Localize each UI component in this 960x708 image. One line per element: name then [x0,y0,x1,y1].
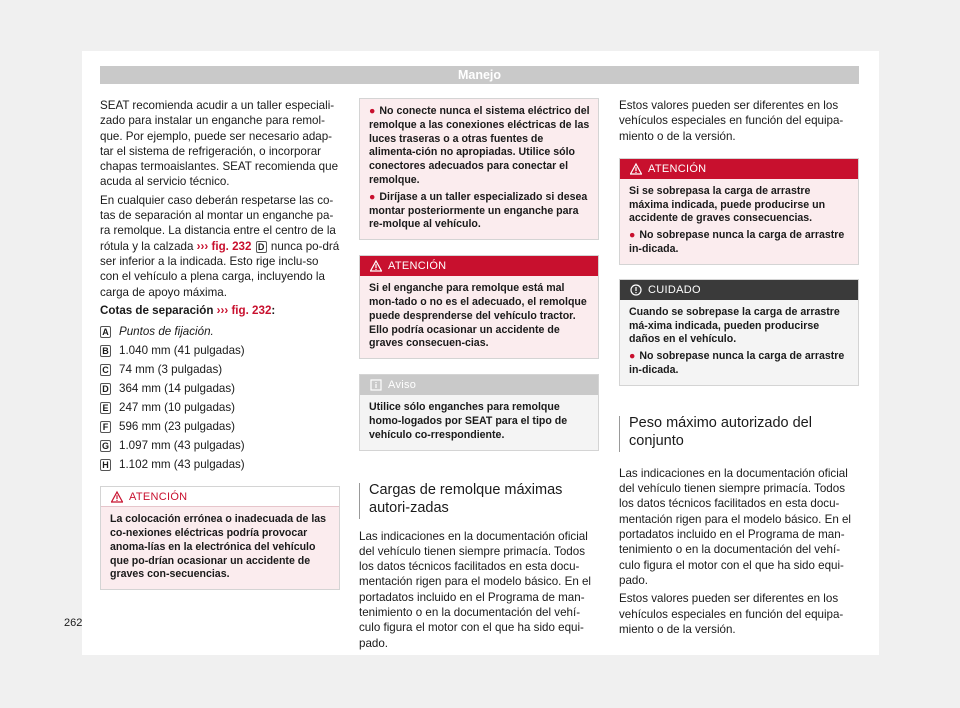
reference-marker: D [100,383,111,395]
paragraph: Estos valores pueden ser diferentes en los vehículos especiales en función del equipa-miento o de la versión. [619,99,844,143]
reference-marker: B [100,345,111,357]
bullet-item: ● Diríjase a un taller especializado si desea montar posteriormente un enganche para re-molque al vehículo. [369,190,588,231]
list-item: D 364 mm (14 pulgadas) [100,379,340,398]
column-1 [100,98,340,590]
column-3 [619,98,859,640]
page-number: 262 [64,617,83,629]
reference-marker: A [100,326,111,338]
section-heading: Cargas de remolque máximas autori-zadas [359,481,599,517]
warning-box [359,255,599,359]
list-item: F 596 mm (23 pulgadas) [100,417,340,436]
cotas-label: Cotas de separación ››› fig. 232: [100,303,276,317]
warning-box [100,486,340,590]
cross-reference-link[interactable]: ››› fig. 232 [196,239,255,253]
list-item: C 74 mm (3 pulgadas) [100,360,340,379]
list-item: G 1.097 mm (43 pulgadas) [101,439,245,452]
bullet-item: Si se sobrepasa la carga de arrastre máxima indicada, puede producirse un accidente de graves consecuencias. [629,184,826,225]
reference-marker: G [101,440,109,451]
reference-marker: D [256,241,267,253]
page-header: Manejo [100,66,859,84]
bullet-item: ● No sobrepase nunca la carga de arrastre in-dicada. [629,350,845,377]
list-item: E 247 mm (10 pulgadas) [100,398,340,417]
list-item: H 1.102 mm (43 pulgadas) [100,455,340,474]
warning-header: ATENCIÓN [101,487,339,507]
bullet-item: Cuando se sobrepase la carga de arrastre má-xima indicada, pueden producirse daños en el vehículo. [629,305,840,346]
warning-body [360,99,598,239]
list-item: B 1.040 mm (41 pulgadas) [100,341,340,360]
column-2 [359,98,599,654]
warning-body: La colocación errónea o inadecuada de las co-nexiones eléctricas podría provocar anoma-lías en la electrónica del vehículo que po-drían ocasionar un accidente de graves con-secuencias. [101,507,339,589]
dimension-list [100,322,340,474]
warning-box [619,158,859,265]
reference-marker: F [100,421,111,433]
warning-header: ATENCIÓN [620,159,858,179]
aviso-body: Utilice sólo enganches para remolque homo-logados por SEAT para el tipo de vehículo co-rrespondiente. [360,395,598,449]
cross-reference-link[interactable]: ››› fig. 232 [216,303,272,317]
paragraph: Las indicaciones en la documentación oficial del vehículo tienen siempre primacía. Todos los datos técnicos facilitados en esta docu-mentación rigen para el modelo básico. En el portadatos incluido en el Programa de man-tenimiento o en la documentación del vehí-culo figura el motor con el que ha sido equi-pado. [619,466,852,587]
reference-marker: H [100,459,111,471]
warning-triangle-icon [630,162,642,176]
section-heading: Peso máximo autorizado del conjunto [619,414,859,450]
warning-continuation-box [359,98,599,240]
warning-triangle-icon [370,259,382,273]
paragraph: Las indicaciones en la documentación oficial del vehículo tienen siempre primacía. Todos los datos técnicos facilitados en esta docu-mentación rigen para el modelo básico. En el portadatos incluido en el Programa de man-tenimiento o en la documentación del vehí-culo figura el motor con el que ha sido equi-pado. [359,529,592,650]
paragraph: SEAT recomienda acudir a un taller especiali-zado para instalar un enganche para remol-que. Por ejemplo, puede ser necesario adap-tar el sistema de refrigeración, o incorporar chapas termoaislantes. SEAT recomienda que acuda al servicio técnico. [100,99,339,189]
info-note-icon [370,378,382,392]
warning-header: ATENCIÓN [360,256,598,276]
bullet-item: ● No sobrepase nunca la carga de arrastre in-dicada. [629,229,845,256]
reference-marker: C [100,364,111,376]
paragraph: En cualquier caso deberán respetarse las co-tas de separación al montar un enganche pa-ra remolque. La distancia entre el centro de la rótula y la calzada ››› fig. 232 D nunca po-drá ser inferior a la indicada. Esto rige inclu-so con el vehículo a plena carga, incluyendo la carga de apoyo máxima. [100,193,340,299]
aviso-box [359,374,599,450]
caution-header: CUIDADO [620,280,858,300]
warning-triangle-icon [111,490,123,504]
caution-box [619,279,859,386]
aviso-header: Aviso [360,375,598,395]
bullet-item: ● No conecte nunca el sistema eléctrico del remolque a las conexiones eléctricas de las luces traseras o a otras fuentes de alimenta-ción no apropiadas. Utilice sólo conectores adecuados para conectar el remolque. [369,105,590,186]
paragraph: Estos valores pueden ser diferentes en los vehículos especiales en función del equipa-miento o de la versión. [619,592,844,636]
reference-marker: E [100,402,111,414]
warning-body: Si el enganche para remolque está mal mon-tado o no es el adecuado, el remolque puede desprenderse del vehículo tractor. Ello podría ocasionar un accidente de graves consecuen-cias. [360,276,598,358]
warning-body [620,179,858,264]
list-item: A Puntos de fijación. [100,322,340,341]
caution-circle-icon [630,283,642,297]
caution-body [620,300,858,385]
